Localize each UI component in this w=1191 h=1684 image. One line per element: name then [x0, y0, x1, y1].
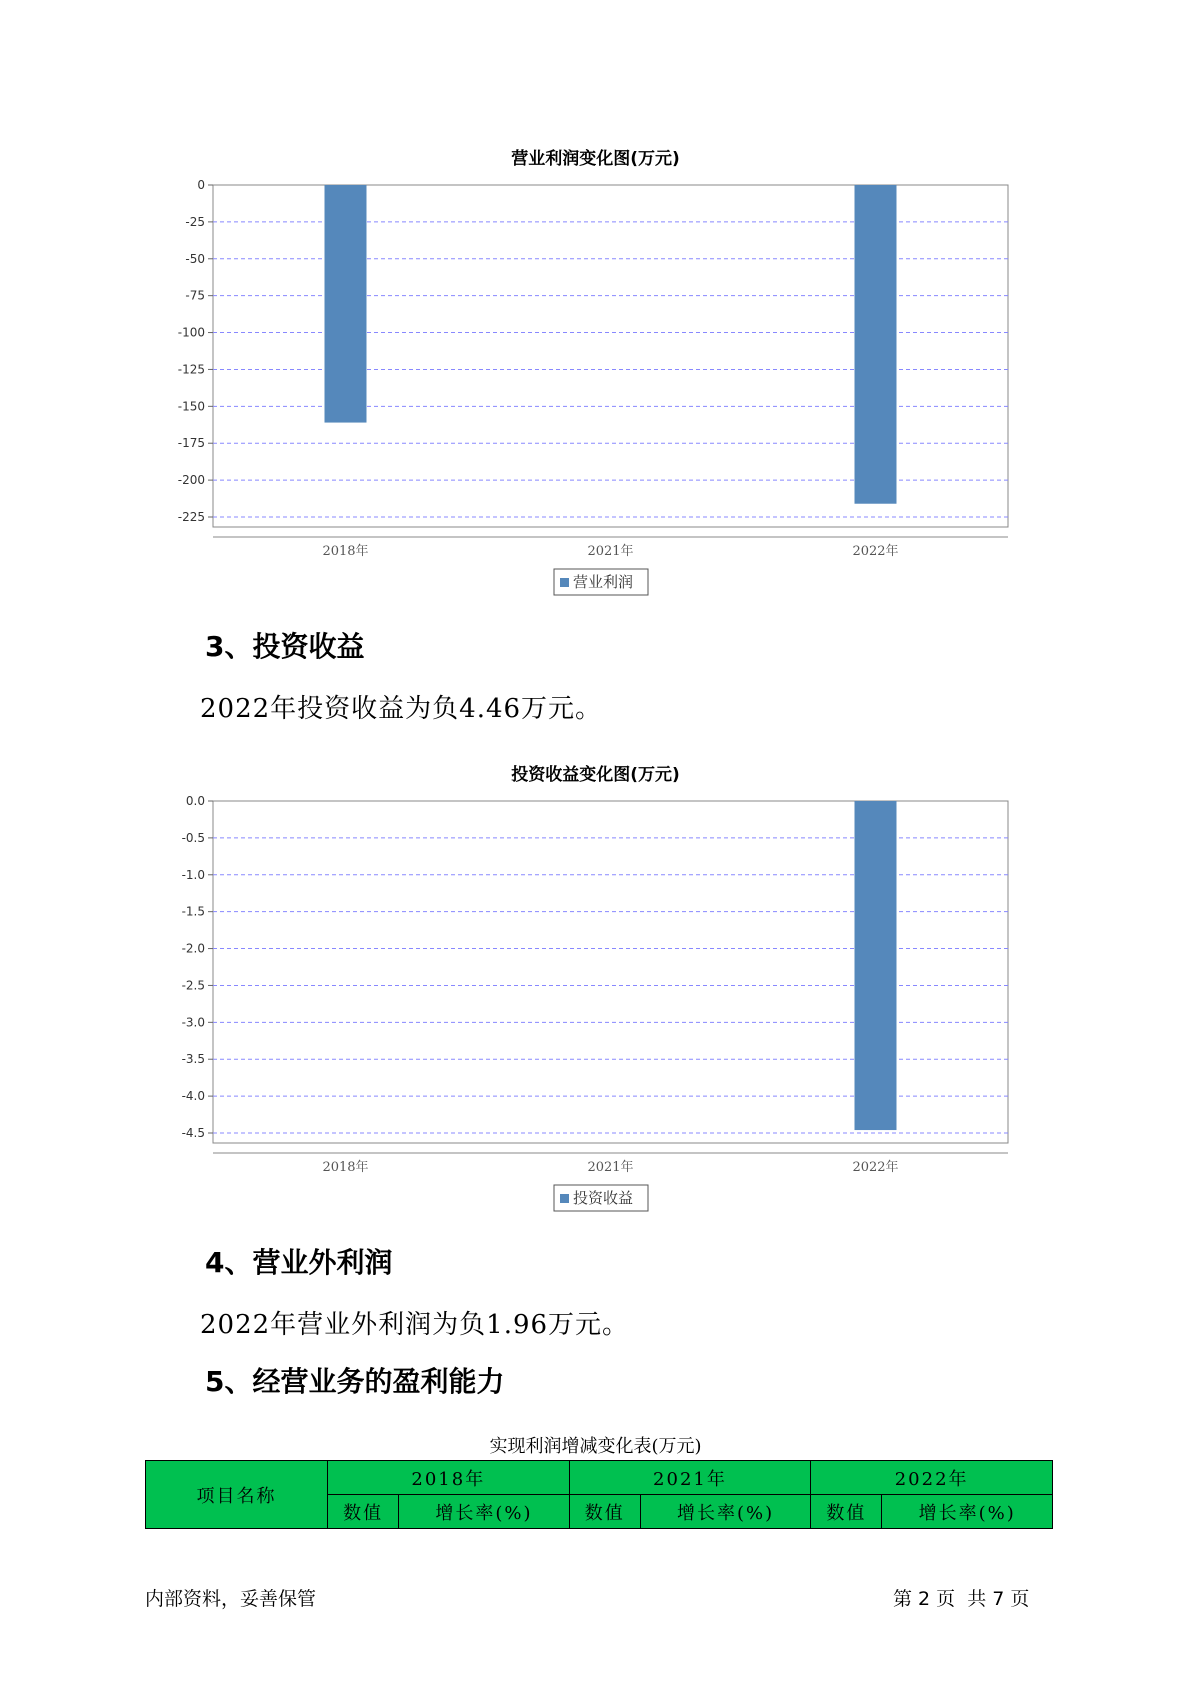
y-tick-label: -25: [185, 214, 205, 229]
y-tick-label: -125: [177, 362, 205, 377]
y-tick-label: -175: [177, 436, 205, 451]
value-header: 数值: [328, 1495, 399, 1529]
legend-label: 投资收益: [573, 1189, 634, 1207]
chart2-title: 投资收益变化图(万元): [511, 765, 680, 785]
bar-2022年: [855, 801, 897, 1130]
year-header-2018: 2018年: [328, 1461, 570, 1495]
investment-income-chart: [0, 786, 1191, 1226]
bar-2018年: [325, 185, 367, 423]
item-name-header: 项目名称: [146, 1461, 328, 1529]
section4-heading: 4、营业外利润: [205, 1246, 393, 1279]
section4-text: 2022年营业外利润为负1.96万元。: [200, 1310, 630, 1340]
section3-heading: 3、投资收益: [205, 630, 365, 663]
x-tick-label: 2018年: [322, 544, 369, 559]
profit-change-table: [145, 1460, 1053, 1529]
y-tick-label: -1.0: [181, 867, 205, 882]
growth-header: 增长率(%): [882, 1495, 1053, 1529]
table-caption: 实现利润增减变化表(万元): [489, 1436, 702, 1457]
chart1-title: 营业利润变化图(万元): [511, 149, 680, 169]
y-tick-label: -150: [177, 399, 205, 414]
x-tick-label: 2022年: [852, 544, 899, 559]
section5-heading: 5、经营业务的盈利能力: [205, 1365, 505, 1398]
x-tick-label: 2018年: [322, 1160, 369, 1175]
legend-swatch: [560, 578, 569, 587]
value-header: 数值: [569, 1495, 640, 1529]
y-tick-label: 0.0: [185, 794, 205, 808]
operating-profit-chart: [0, 170, 1191, 610]
growth-header: 增长率(%): [399, 1495, 569, 1529]
x-tick-label: 2021年: [587, 544, 634, 559]
y-tick-label: -2.0: [181, 941, 205, 956]
bar-2022年: [855, 185, 897, 504]
y-tick-label: -3.5: [181, 1052, 205, 1067]
y-tick-label: -4.5: [181, 1126, 205, 1140]
growth-header: 增长率(%): [640, 1495, 810, 1529]
y-tick-label: -200: [177, 473, 205, 488]
y-tick-label: -1.5: [181, 904, 205, 919]
section3-text: 2022年投资收益为负4.46万元。: [200, 694, 603, 724]
legend-swatch: [560, 1194, 569, 1203]
year-header-2022: 2022年: [811, 1461, 1053, 1495]
y-tick-label: -75: [185, 288, 205, 303]
y-tick-label: -2.5: [181, 978, 205, 993]
y-tick-label: -3.0: [181, 1015, 205, 1030]
y-tick-label: 0: [197, 178, 205, 192]
y-tick-label: -0.5: [181, 830, 205, 845]
footer-page-number: 第 2 页 共 7 页: [893, 1588, 1030, 1610]
x-tick-label: 2021年: [587, 1160, 634, 1175]
y-tick-label: -100: [177, 325, 205, 340]
year-header-2021: 2021年: [569, 1461, 811, 1495]
x-tick-label: 2022年: [852, 1160, 899, 1175]
legend-label: 营业利润: [573, 573, 634, 591]
y-tick-label: -4.0: [181, 1089, 205, 1104]
value-header: 数值: [811, 1495, 882, 1529]
y-tick-label: -50: [185, 251, 205, 266]
footer-confidential: 内部资料，妥善保管: [145, 1588, 317, 1610]
y-tick-label: -225: [177, 510, 205, 524]
